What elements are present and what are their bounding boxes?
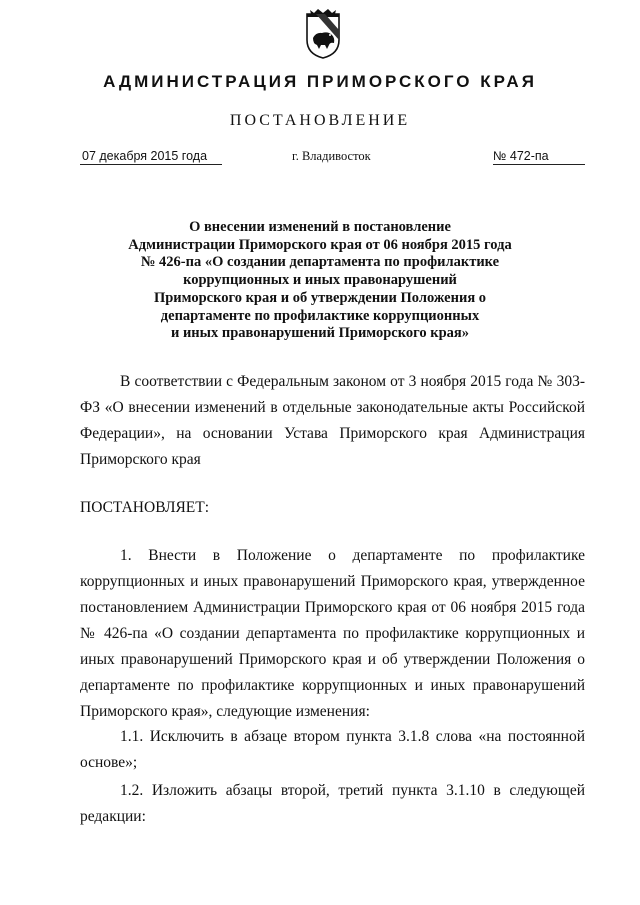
title-line: коррупционных и иных правонарушений — [183, 272, 457, 289]
title-line: № 426-па «О создании департамента по профилактике — [140, 254, 500, 271]
title-line: О внесении изменений в постановление — [189, 219, 451, 235]
title-line: Администрации Приморского края от 06 ноября 2015 года — [128, 236, 512, 253]
item-1-2-paragraph: 1.2. Изложить абзацы второй, третий пункта 3.1.10 в следующей редакции: — [80, 782, 585, 825]
document-date: 07 декабря 2015 года — [80, 148, 222, 165]
title-line: Приморского края и об утверждении Положения о — [153, 289, 487, 306]
title-line: департаменте по профилактике коррупционных — [160, 307, 480, 324]
decree-heading: ПОСТАНОВЛЯЕТ: — [80, 499, 210, 516]
document-city: г. Владивосток — [292, 149, 371, 163]
document-number: № 472-па — [493, 148, 585, 165]
document-title — [100, 219, 540, 343]
coat-of-arms-icon — [304, 8, 342, 60]
preamble-paragraph: В соответствии с Федеральным законом от 3 ноября 2015 года № 303-ФЗ «О внесении изменений в отдельные законодательные акты Российской Федерации», на основании Устава Приморского края Администрация Приморского края — [80, 373, 585, 468]
item-1-1-paragraph: 1.1. Исключить в абзаце втором пункта 3.1.8 слова «на постоянной основе»; — [80, 728, 585, 771]
document-type: ПОСТАНОВЛЕНИЕ — [229, 112, 411, 129]
item-1-paragraph: 1. Внести в Положение о департаменте по профилактике коррупционных и иных правонарушений Приморского края, утвержденное постановлением Администрации Приморского края от 06 ноября 2015 года № 426-па «О создании департамента по профилактике коррупционных и иных правонарушений Приморского края и об утверждении Положения о департаменте по профилактике коррупционных и иных правонарушений Приморского края», следующие изменения: — [80, 547, 585, 720]
title-line: и иных правонарушений Приморского края» — [170, 325, 470, 342]
organization-name: АДМИНИСТРАЦИЯ ПРИМОРСКОГО КРАЯ — [103, 72, 537, 91]
